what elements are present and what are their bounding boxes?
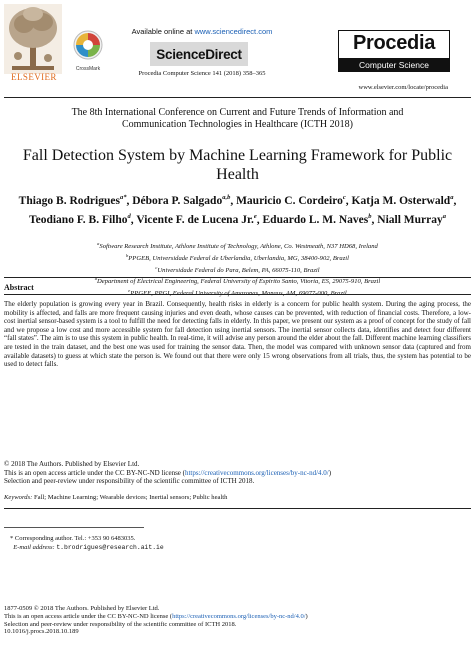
affiliation-mark: b [126, 252, 129, 258]
license-prefix: This is an open access article under the CC BY-NC-ND license ( [4, 468, 185, 477]
author-separator: , [453, 194, 457, 207]
affiliation-mark: c [155, 264, 158, 270]
journal-header [0, 0, 475, 96]
corresponding-author-footnote [10, 534, 450, 552]
author-affiliation-mark: a [450, 194, 454, 201]
affiliation-mark: d [94, 276, 98, 282]
author-affiliation-mark: d [127, 212, 131, 220]
sciencedirect-link[interactable]: www.sciencedirect.com [194, 27, 273, 36]
affiliation [20, 252, 455, 264]
footer-license-link[interactable]: https://creativecommons.org/licenses/by-nc-nd/4.0/ [172, 612, 306, 620]
author-name: Vicente F. de Lucena Jr. [136, 213, 254, 226]
peer-review-line: Selection and peer-review under responsibility of the scientific committee of ICTH 2018. [4, 477, 255, 486]
paper-title-line: Health [216, 166, 259, 183]
footnote-divider [4, 527, 144, 528]
author-name: Mauricio C. Cordeiro [236, 194, 343, 207]
issn-line: 1877-0509 © 2018 The Authors. Published by Elsevier Ltd. [4, 605, 160, 612]
author [377, 214, 446, 226]
license-line [4, 469, 471, 478]
conference-line: Communication Technologies in Healthcare (ICTH 2018) [121, 119, 353, 130]
journal-citation: Procedia Computer Science 141 (2018) 358–365 [138, 70, 266, 77]
author-name: Katja M. Osterwald [351, 194, 451, 207]
author-name: Eduardo L. M. Naves [262, 213, 369, 226]
affiliation [20, 264, 455, 276]
footer-license-prefix: This is an open access article under the CC BY-NC-ND license ( [4, 612, 173, 620]
affiliation-text: Universidade Federal do Para, Belem, PA, 66075-110, Brazil [157, 266, 320, 274]
email-line [10, 543, 450, 552]
footer-license-suffix: ) [305, 612, 308, 620]
journal-subtitle: Computer Science [339, 58, 449, 72]
copyright-line: © 2018 The Authors. Published by Elsevier Ltd. [4, 460, 140, 468]
abstract-body: The elderly population is growing every year in Brazil. Consequently, health risks in elderly is a concern for public health system. During the aging process, the mobility is affected, and falls are more frequent causing injuries and even death, whose causes can be prevented, with reduction of financial costs. Therefore, a low-cost inertial sensor-based system is a tool to fulfill the need for detecting falls in elderly. In this paper, we present our system as a proof of concept for the study of fall and we propose a low cost and more accessible system for fall detection using inertial sensors. The inertial sensor collects data, identifies and detect four different “fall states”. The aim is to use this system in public health. In real-time, it will advise any person around the elder about the fall. Different machine learning classifiers are tested in the train dataset, and the best one was used for training the sensor data. Then, the model was compared with unknown sensor data (captured and from available datasets) to guess at which state the person is. We found out that there were only 15 wrong observations from all trials, thus, the system has potential to be used to detect falls. [4, 300, 471, 369]
abstract-top-divider [4, 277, 471, 278]
corresponding-author: * Corresponding author. Tel.: +353 90 6483035. [10, 535, 136, 542]
affiliation-text: PPGEB, Universidade Federal de Uberlandia, Uberlandia, MG, 38400-902, Brazil [128, 254, 349, 262]
publisher-name: ELSEVIER [11, 72, 57, 82]
available-online [112, 27, 292, 36]
affiliation-text: Software Research Institute, Athlone Institute of Technology, Athlone, Co. Westmeath, N37 HD68, Ireland [99, 243, 378, 251]
author-separator: , [371, 213, 378, 226]
keywords [4, 494, 471, 502]
available-prefix: Available online at [131, 27, 195, 36]
email-label: E-mail address: [13, 544, 55, 551]
license-suffix: ) [328, 468, 332, 477]
email-address[interactable]: t.brodrigues@research.ait.ie [56, 544, 164, 551]
author [136, 214, 262, 226]
author-separator: , [130, 213, 137, 226]
author [132, 195, 236, 207]
author-list [12, 190, 463, 228]
sciencedirect-logo [150, 42, 248, 66]
author-affiliation-mark: c [342, 194, 346, 201]
author [236, 195, 351, 207]
author [263, 214, 378, 226]
affiliation-mark: e [128, 288, 131, 294]
author [29, 214, 136, 226]
author-name: Débora P. Salgado [132, 194, 223, 207]
paper-title [20, 146, 455, 184]
author-name: Niall Murray [377, 213, 443, 226]
license-link[interactable]: https://creativecommons.org/licenses/by-nc-nd/4.0/ [184, 468, 329, 477]
conference-name [30, 107, 445, 131]
journal-url[interactable]: www.elsevier.com/locate/procedia [358, 84, 448, 91]
sciencedirect-wordmark: ScienceDirect [156, 46, 242, 62]
footer-peer-review: Selection and peer-review under responsibility of the scientific committee of ICTH 2018. [4, 620, 237, 628]
author-name: Thiago B. Rodrigues [18, 194, 120, 207]
author-affiliation-mark: e [253, 212, 257, 220]
author-affiliation-mark: a* [119, 194, 127, 201]
author [19, 195, 133, 207]
abstract-copyright [4, 460, 471, 486]
author-affiliation-mark: b [368, 212, 372, 220]
author-separator: , [345, 194, 352, 207]
affiliation-list [20, 240, 455, 299]
doi[interactable]: 10.1016/j.procs.2018.10.189 [4, 628, 79, 636]
paper-title-line: Fall Detection System by Machine Learning Framework for Public [22, 147, 453, 164]
author-separator: , [256, 213, 263, 226]
procedia-logo [338, 30, 450, 72]
author-affiliation-mark: a [442, 212, 446, 220]
author-separator: , [230, 194, 237, 207]
keywords-list: Fall; Machine Learning; Wearable devices; Inertial sensors; Public health [32, 494, 228, 501]
keywords-divider [4, 508, 471, 509]
affiliation-text: PPGEE, PPGI, Federal University of Amazonas, Manaus, AM, 69077-000, Brazil [130, 290, 347, 298]
journal-title: Procedia [352, 32, 436, 54]
crossmark-label: CrossMark [75, 66, 101, 72]
article-footer [4, 605, 471, 636]
abstract-heading-divider [4, 294, 471, 295]
author [352, 195, 457, 207]
keywords-label: Keywords: [4, 494, 33, 501]
footer-license-line [4, 613, 471, 621]
author-name: Teodiano F. B. Filho [28, 213, 128, 226]
affiliation-mark: a [97, 241, 100, 246]
elsevier-tree-logo [4, 4, 62, 74]
header-divider [4, 97, 471, 98]
affiliation [20, 240, 455, 252]
conference-line: The 8th International Conference on Current and Future Trends of Information and [71, 107, 404, 118]
author-affiliation-mark: a,b [222, 194, 231, 201]
abstract-heading: Abstract [4, 283, 34, 292]
affiliation-text: Department of Electrical Engineering, Federal University of Espirito Santo, Vitoria, ES, 29075-910, Brazil [97, 278, 381, 286]
author-separator: , [126, 194, 133, 207]
